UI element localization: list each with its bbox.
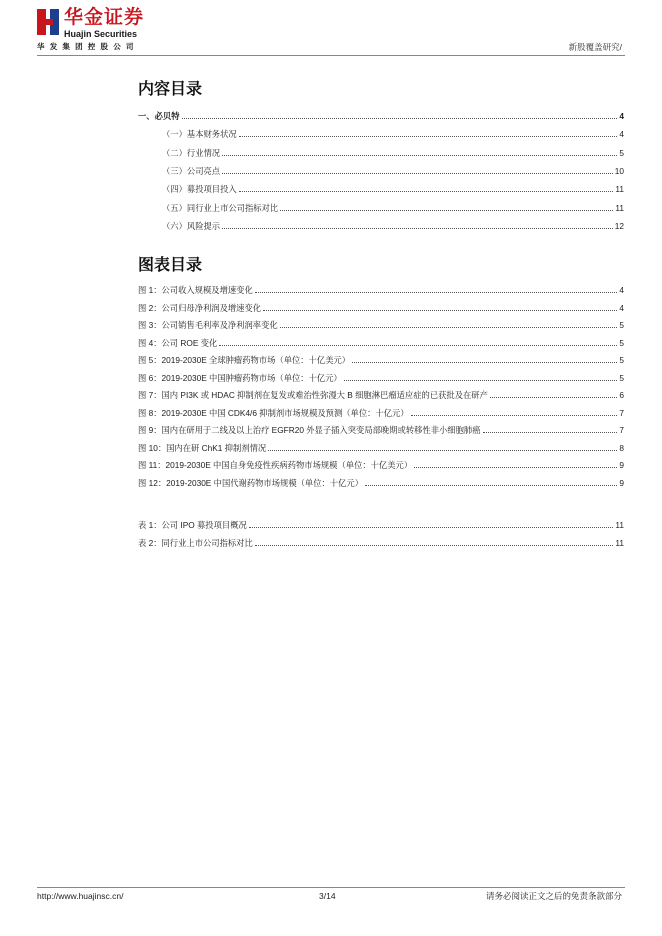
toc-dot-leader (411, 408, 618, 416)
toc-entry-label: （一）基本财务状况 (162, 129, 237, 140)
toc-entry-page: 10 (614, 165, 624, 176)
toc-dot-leader (263, 303, 617, 311)
toc-entry-label: 表 2：同行业上市公司指标对比 (138, 537, 253, 548)
company-name-en: Huajin Securities (64, 29, 138, 39)
toc-entry[interactable] (138, 538, 624, 549)
toc-dot-leader (239, 129, 618, 137)
toc-entry-page: 5 (619, 372, 624, 383)
toc-entry-page: 9 (619, 477, 624, 488)
toc-entry-page: 5 (619, 355, 624, 365)
header-divider (37, 55, 625, 56)
toc-entry-page: 7 (619, 407, 624, 418)
toc-entry-page: 7 (619, 425, 624, 435)
toc-entry[interactable] (162, 221, 624, 232)
toc-entry[interactable] (162, 203, 624, 214)
toc-entry-label: （五）同行业上市公司指标对比 (162, 202, 279, 213)
toc-entry-page: 11 (615, 202, 624, 213)
toc-dot-leader (239, 184, 614, 192)
toc-entry-page: 4 (619, 129, 624, 140)
toc-entry-label: （二）行业情况 (162, 147, 221, 158)
toc-entry[interactable] (138, 285, 624, 296)
page-number: 3/14 (319, 891, 336, 901)
toc-entry-label: 图 3：公司销售毛利率及净利润率变化 (138, 320, 278, 330)
toc-entry-page: 4 (619, 302, 624, 313)
toc-dot-leader (280, 203, 613, 211)
toc-entry[interactable] (138, 408, 624, 419)
toc-entry-label: （六）风险提示 (162, 220, 221, 231)
figure-toc-title: 图表目录 (138, 255, 203, 274)
toc-entry-page: 11 (615, 537, 624, 548)
toc-entry[interactable] (138, 111, 624, 122)
toc-entry-label: 一、必贝特 (138, 111, 180, 121)
toc-entry[interactable] (138, 373, 624, 384)
toc-entry-page: 11 (615, 520, 624, 530)
toc-entry-label: 图 2：公司归母净利润及增速变化 (138, 302, 262, 313)
page-header (0, 0, 662, 62)
toc-entry[interactable] (162, 148, 624, 159)
footer-url[interactable]: http://www.huajinsc.cn/ (37, 891, 124, 901)
toc-entry[interactable] (162, 166, 624, 177)
toc-entry[interactable] (138, 390, 624, 401)
toc-dot-leader (268, 443, 617, 451)
toc-entry-label: 图 6：2019-2030E 中国肿瘤药物市场（单位：十亿元） (138, 372, 342, 383)
toc-dot-leader (414, 460, 617, 468)
toc-entry-page: 5 (619, 337, 624, 348)
toc-entry-label: 图 8：2019-2030E 中国 CDK4/6 抑制剂市场规模及预测（单位：十亿元） (138, 407, 409, 418)
company-name-cn: 华金证券 (64, 7, 145, 28)
toc-dot-leader (222, 221, 613, 229)
toc-entry-label: 图 12：2019-2030E 中国代谢药物市场规模（单位：十亿元） (138, 477, 363, 488)
group-name: 华发集团控股公司 (37, 42, 139, 51)
huajin-logo-icon (37, 9, 59, 35)
toc-entry-label: 图 10：国内在研 ChK1 抑制剂情况 (138, 442, 267, 453)
toc-dot-leader (483, 425, 618, 433)
toc-entry[interactable] (138, 338, 624, 349)
toc-entry-page: 5 (619, 147, 624, 158)
toc-dot-leader (249, 520, 614, 528)
toc-dot-leader (222, 148, 617, 156)
report-type: 新股覆盖研究/ (568, 42, 622, 52)
toc-entry[interactable] (138, 520, 624, 531)
toc-dot-leader (365, 478, 617, 486)
toc-entry[interactable] (162, 184, 624, 195)
footer-divider (37, 887, 625, 888)
toc-entry[interactable] (138, 478, 624, 489)
toc-entry[interactable] (138, 303, 624, 314)
toc-entry-label: 图 7：国内 PI3K 或 HDAC 抑制剂在复发或难治性弥漫大 B 细胞淋巴瘤适应症的已获批及在研产 (138, 390, 488, 400)
toc-dot-leader (344, 373, 618, 381)
toc-dot-leader (255, 538, 614, 546)
toc-entry-page: 11 (615, 184, 624, 195)
toc-dot-leader (490, 390, 617, 398)
toc-entry-label: 表 1：公司 IPO 募投项目概况 (138, 520, 247, 530)
toc-entry-label: 图 9：国内在研用于二线及以上治疗 EGFR20 外显子插入突变局部晚期或转移性非小细胞肺癌 (138, 425, 481, 435)
toc-entry-page: 4 (619, 111, 624, 121)
toc-entry-page: 5 (619, 320, 624, 330)
toc-dot-leader (352, 355, 617, 363)
toc-dot-leader (280, 320, 618, 328)
toc-dot-leader (219, 338, 617, 346)
toc-entry-page: 8 (619, 442, 624, 453)
content-toc-title: 内容目录 (138, 79, 203, 98)
toc-entry-page: 6 (619, 390, 624, 400)
toc-entry-label: 图 5：2019-2030E 全球肿瘤药物市场（单位：十亿美元） (138, 355, 351, 365)
toc-entry[interactable] (138, 425, 624, 436)
toc-entry[interactable] (138, 355, 624, 366)
toc-entry[interactable] (162, 129, 624, 140)
toc-entry-label: 图 11：2019-2030E 中国自身免疫性疾病药物市场规模（单位：十亿美元） (138, 460, 413, 470)
toc-dot-leader (222, 166, 613, 174)
toc-dot-leader (182, 111, 618, 119)
toc-entry-label: （三）公司亮点 (162, 165, 221, 176)
toc-entry[interactable] (138, 320, 624, 331)
toc-entry[interactable] (138, 460, 624, 471)
toc-entry-label: 图 1：公司收入规模及增速变化 (138, 285, 253, 295)
toc-entry-page: 4 (619, 285, 624, 295)
toc-entry-page: 12 (614, 220, 624, 231)
toc-entry-label: （四）募投项目投入 (162, 184, 237, 195)
toc-entry[interactable] (138, 443, 624, 454)
toc-entry-label: 图 4：公司 ROE 变化 (138, 337, 218, 348)
disclaimer: 请务必阅读正文之后的免责条款部分 (485, 891, 622, 901)
toc-entry-page: 9 (619, 460, 624, 470)
toc-dot-leader (255, 285, 618, 293)
